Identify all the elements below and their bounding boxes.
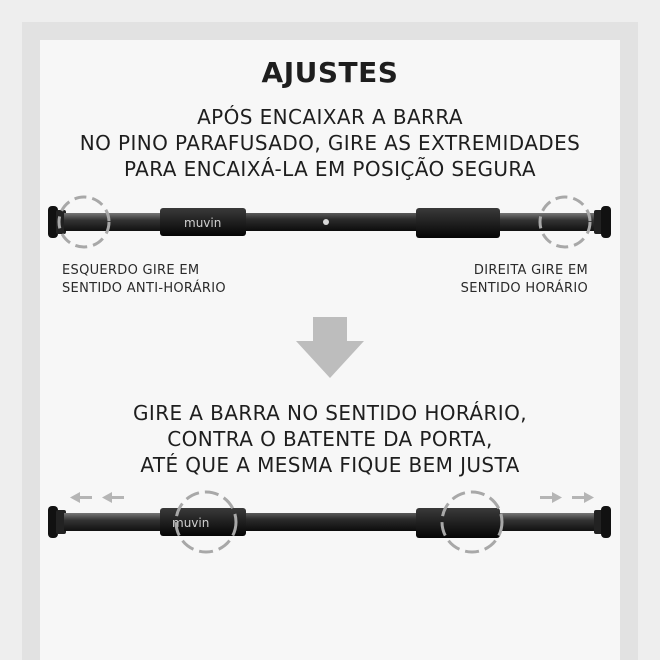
brand-logo: muvin	[172, 516, 210, 530]
step2-line: ATÉ QUE A MESMA FIQUE BEM JUSTA	[140, 453, 520, 477]
page-title: AJUSTES	[261, 56, 399, 89]
step2-line: GIRE A BARRA NO SENTIDO HORÁRIO,	[133, 401, 527, 425]
pullup-bar-bottom	[48, 506, 611, 538]
push-arrow-icon	[540, 492, 594, 503]
left-caption-line: SENTIDO ANTI-HORÁRIO	[62, 281, 226, 296]
step1-line: APÓS ENCAIXAR A BARRA	[197, 105, 463, 129]
step1-line: PARA ENCAIXÁ-LA EM POSIÇÃO SEGURA	[123, 157, 536, 181]
down-arrow-icon	[296, 317, 364, 378]
push-arrow-icon	[70, 492, 124, 503]
step1-line: NO PINO PARAFUSADO, GIRE AS EXTREMIDADES	[79, 131, 581, 155]
right-caption-line: DIREITA GIRE EM	[473, 263, 588, 278]
right-grip	[416, 208, 500, 238]
step2-line: CONTRA O BATENTE DA PORTA,	[167, 427, 493, 451]
bar-pin	[323, 219, 329, 225]
brand-logo: muvin	[184, 216, 222, 230]
right-caption-line: SENTIDO HORÁRIO	[460, 281, 588, 296]
right-grip	[416, 508, 500, 538]
left-caption-line: ESQUERDO GIRE EM	[62, 263, 200, 278]
pullup-bar-top	[48, 206, 611, 238]
